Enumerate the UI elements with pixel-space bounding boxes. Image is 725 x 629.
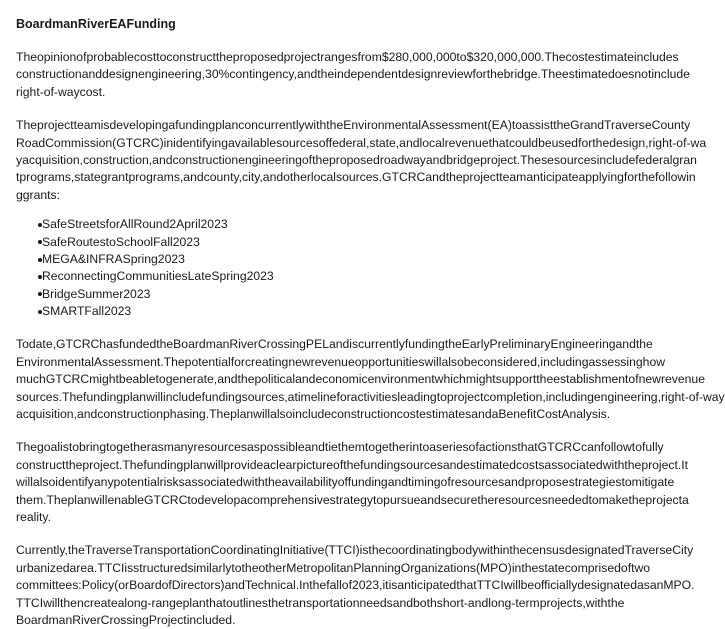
grant-label: BridgeSummer2023 — [42, 286, 151, 301]
grant-label: SMARTFall2023 — [42, 304, 132, 319]
list-item — [38, 286, 600, 303]
paragraph-line: Theprojectteamisdevelopingafundingplanconcurrentlywiththe​EnvironmentalAssessment(EA)toassisttheGrandTraverseCounty — [16, 118, 691, 133]
paragraph-cost-opinion — [16, 49, 690, 101]
grant-label: MEGA&INFRASpring2023 — [42, 251, 185, 266]
grant-label: SafeStreetsforAllRound2April2023 — [42, 217, 228, 232]
paragraph-line: constructionanddesignengineering,30%contingency,andtheindependentdesignreviewforthebridge.Theestimatedoesnotinclude — [16, 67, 690, 82]
paragraph-goal — [16, 439, 689, 526]
paragraph-line: committees:Policy(orBoardofDirectors)andTechnical.Inthefallof2023,itisanticipatedthatTTCIwillbeofficiallydesignatedasanMPO. — [16, 578, 695, 593]
paragraph-line: urbanizedarea.TTCIisstructuredsimilarlytotheotherMetropolitanPlanningOrganizations(MPO)inthestatecomprisedoftwo — [16, 560, 651, 575]
paragraph-line: BoardmanRiverCrossingProjectincluded. — [16, 612, 236, 627]
paragraph-line: Theopinionofprobablecosttoconstructtheproposedprojectrangesfrom$280,000,000to$320,000,000.Thecostestimateincludes — [16, 50, 679, 64]
paragraph-line: sources.Thefundingplanwillincludefundingsources,atimelineforactivitiesleadingtoprojectcompletion,includingengineering,right-of-way — [16, 389, 725, 404]
grant-list — [16, 216, 600, 320]
paragraph-line: constructtheproject.Thefundingplanwillprovideaclearpictureofthefundingsourcesandestimatedcostsassociatedwiththeproject.It — [16, 457, 689, 472]
paragraph-line: Todate,GTCRChasfundedtheBoardmanRiverCrossingPELandiscurrentlyfundingtheEarlyPreliminaryEngineeringandthe — [16, 337, 653, 352]
paragraph-line: Currently,theTraverseTransportationCoordinatingInitiative(TTCI)isthecoordinatingbodywithinthecensusdesignatedTraverseCity — [16, 543, 694, 558]
paragraph-to-date — [16, 336, 725, 423]
grant-label: ReconnectingCommunitiesLateSpring2023 — [42, 269, 274, 284]
paragraph-currently — [16, 542, 695, 629]
paragraph-line: yacquisition,construction,andconstructionengineeringoftheproposedroadwayandbridgeproject.Thesesourcesincludefederalgran — [16, 152, 697, 167]
paragraph-funding-plan — [16, 117, 707, 204]
list-item — [38, 234, 600, 251]
paragraph-line: right-of-waycost. — [16, 84, 106, 99]
list-item — [38, 268, 600, 285]
paragraph-line: TTCIwillthencreatealong-rangeplanthatoutlinesthetransportationneedsandbothshort-andlong-termprojects,withthe — [16, 595, 625, 610]
paragraph-line: muchGTCRCmightbeabletogenerate,andthepoliticalandeconomicenvironmentwhichmightsupporttheestablishmentofnewrevenue — [16, 372, 705, 387]
paragraph-line: ggrants: — [16, 187, 61, 202]
paragraph-line: tprograms,stategrantprograms,andcounty,city,andotherlocalsources.GTCRCandtheprojectteamanticipateapplyingforthefollowin — [16, 170, 696, 185]
grant-label: SafeRoutestoSchoolFall2023 — [42, 234, 200, 249]
paragraph-line: willalsoidentifyanypotentialrisksassociatedwiththeavailabilityoffundingandtimingofresourcesandproposestrategiestomitigate — [16, 475, 675, 490]
paragraph-line: them.Theplanwillenable​GTCRCtodevelopacomprehensivestrategytopursueandsecuretheresourcesneededtomaketheprojecta — [16, 492, 689, 507]
list-item — [38, 303, 600, 320]
list-item — [38, 216, 600, 233]
paragraph-line: Thegoalistobringtogetherasmanyresourcesaspossibleandtiethemtogetherintoaseriesofactionsthat​GTCRCcanfollowtofully — [16, 440, 664, 455]
paragraph-line: EnvironmentalAssessment.Thepotentialforcreatingnewrevenueopportunitieswillalsobeconsidered,includingassessinghow — [16, 354, 666, 369]
paragraph-line: acquisition,andconstructionphasing.Theplanwillalsoincludeconstructioncostestimatesanda​BenefitCostAnalysis. — [16, 407, 611, 422]
list-item — [38, 251, 600, 268]
paragraph-line: reality. — [16, 509, 51, 524]
paragraph-line: RoadCommission(GTCRC)inidentifyingavailablesourcesoffederal,state,andlocalrevenuethatcouldbeusedforthedesign,right-of-wa — [16, 135, 707, 150]
document-title: BoardmanRiverEAFunding — [16, 17, 176, 31]
